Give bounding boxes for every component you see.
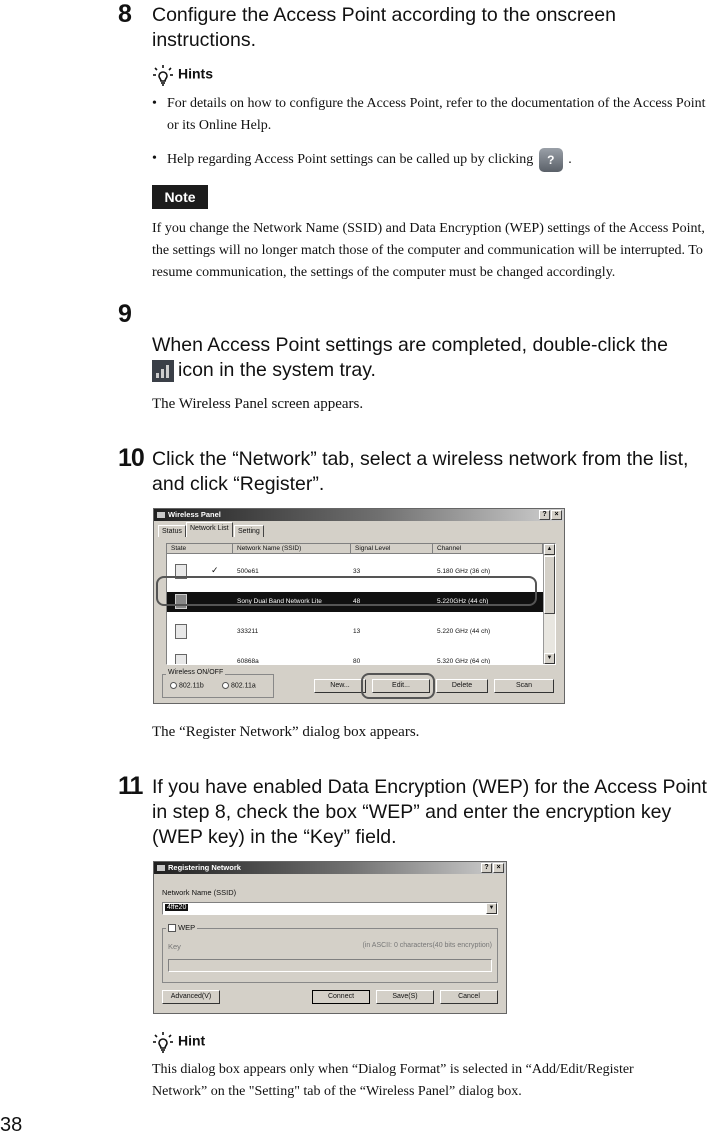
note-badge: Note [152,185,208,209]
final-hint-text: This dialog box appears only when “Dialog Format” is selected in “Add/Edit/Register Network” on the "Setting" tab of the “Wireless Panel” dialog box. [152,1062,634,1099]
row-channel: 5.220GHz (44 ch) [437,598,489,605]
row-name: 333211 [237,628,259,635]
new-button[interactable]: New... [314,679,366,693]
scroll-up-button[interactable]: ▲ [544,544,555,555]
registering-titlebar [154,862,506,874]
step-8-title: Configure the Access Point according to the onscreen instructions. [152,4,616,51]
wep-check-box[interactable] [168,924,176,932]
row-channel: 5.180 GHz (36 ch) [437,568,491,575]
wep-group [162,928,498,983]
access-point-icon [175,624,187,639]
wep-checkbox[interactable]: WEP [166,923,197,932]
lightbulb-icon [152,1031,174,1053]
step-11-number: 11 [118,772,143,800]
final-hint-label: Hint [178,1032,206,1049]
hint-bullet-1: • For details on how to configure the Access Point, refer to the documentation of the Access Point or its Online Help. [152,93,718,137]
wireless-panel-title: Wireless Panel [168,510,221,519]
help-title-button[interactable]: ? [481,863,492,873]
row-channel: 5.220 GHz (44 ch) [437,628,491,635]
ssid-dropdown-arrow[interactable]: ▼ [486,903,497,914]
help-question-icon: ? [539,148,563,172]
page-number: 38 [0,1114,23,1136]
row-signal: 48 [353,598,361,605]
delete-button[interactable]: Delete [436,679,488,693]
note-text: If you change the Network Name (SSID) and Data Encryption (WEP) settings of the Access Point, the settings will no longer match those of the computer and communication will be interrupted. To resume communication, the settings of the computer must be changed accordingly. [152,221,705,280]
step-10-number: 10 [118,444,144,472]
scrollbar[interactable] [543,544,555,664]
hint-bullet-1-text: For details on how to configure the Access Point, refer to the documentation of the Access Point or its Online Help. [167,96,706,133]
edit-button-highlight [361,673,435,699]
key-hint: (in ASCII: 0 characters(40 bits encryption) [362,942,492,949]
app-icon [157,512,165,518]
close-title-button[interactable]: × [493,863,504,873]
row-signal: 33 [353,568,361,575]
column-signal-level[interactable]: Signal Level [351,544,433,554]
advanced-button[interactable]: Advanced(V) [162,990,220,1004]
edit-button[interactable]: Edit... [372,679,430,693]
ssid-value: 4ffe20 [167,904,187,911]
column-channel[interactable]: Channel [433,544,543,554]
wireless-panel-window [153,508,565,704]
column-state[interactable]: State [167,544,233,554]
close-title-button[interactable]: × [551,510,562,520]
hints-heading [152,64,213,86]
column-network-name[interactable]: Network Name (SSID) [233,544,351,554]
scan-button[interactable]: Scan [494,679,554,693]
wireless-panel-titlebar [154,509,564,521]
radio-80211b[interactable]: 802.11b [170,682,204,689]
step-11-title: If you have enabled Data Encryption (WEP) for the Access Point in step 8, check the box “WEP” and enter the encryption key (WEP key) in the “Key” field. [152,776,707,848]
row-signal: 80 [353,658,361,665]
hint-bullet-2: • Help regarding Access Point settings can be called up by clicking ? . [152,148,718,172]
step-9-title: When Access Point settings are completed, double-click the icon in the system tray. [152,334,668,381]
registering-network-window [153,861,507,1014]
app-icon [157,865,165,871]
step-10-title: Click the “Network” tab, select a wireless network from the list, and click “Register”. [152,448,689,495]
access-point-icon [175,654,187,665]
row-signal: 13 [353,628,361,635]
help-title-button[interactable]: ? [539,510,550,520]
cancel-button[interactable]: Cancel [440,990,498,1004]
connect-button[interactable]: Connect [312,990,370,1004]
tab-setting[interactable]: Setting [234,525,264,537]
step-9-number: 9 [118,300,131,328]
lightbulb-icon [152,64,174,86]
registering-title: Registering Network [168,863,241,872]
step-8-number: 8 [118,0,131,28]
row-channel: 5.320 GHz (64 ch) [437,658,491,665]
final-hint-heading [152,1031,205,1053]
network-row[interactable] [167,652,543,665]
save-button[interactable]: Save(S) [376,990,434,1004]
row-check: ✓ [211,565,219,575]
hints-label: Hints [178,65,213,82]
scroll-thumb[interactable] [544,556,555,614]
key-field[interactable] [168,959,492,972]
wireless-tray-icon [152,360,174,382]
tab-network-list[interactable]: Network List [186,522,233,537]
tab-status[interactable]: Status [158,525,186,537]
row-name: 500e61 [237,568,259,575]
step-9-result: The Wireless Panel screen appears. [152,396,364,412]
selected-row-highlight [156,576,537,606]
wireless-onoff-label: Wireless ON/OFF [168,669,224,676]
scroll-down-button[interactable]: ▼ [544,653,555,664]
ssid-combobox[interactable] [162,902,498,915]
ssid-label: Network Name (SSID) [162,888,237,897]
hint-bullet-2-text: Help regarding Access Point settings can be called up by clicking [167,152,534,168]
network-row[interactable] [167,622,543,642]
row-name: 60868a [237,658,259,665]
key-label: Key [168,942,181,951]
radio-80211a[interactable]: 802.11a [222,682,256,689]
row-name: Sony Dual Band Network Lite [237,598,322,605]
step-10-result: The “Register Network” dialog box appears. [152,724,420,740]
